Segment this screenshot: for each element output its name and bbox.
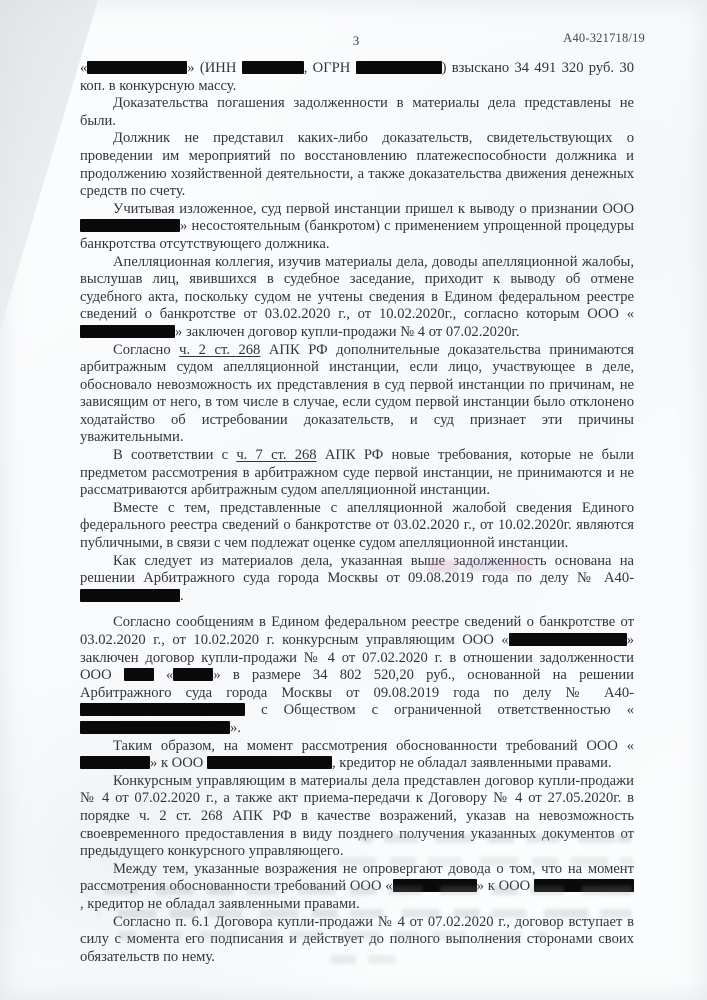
redaction-bar xyxy=(87,61,187,74)
statute-citation: ч. 2 ст. 268 xyxy=(179,341,261,358)
text-run: » в размере 34 802 520,20 руб., основанной на решении Арбитражного суда города Москвы от 09.08.2019 года по делу № А40- xyxy=(80,667,634,701)
paragraph xyxy=(80,614,634,737)
text-run: » к ООО xyxy=(476,878,534,895)
text-run: « xyxy=(80,60,88,76)
statute-citation: ч. 7 ст. 268 xyxy=(236,447,317,464)
redaction-bar xyxy=(242,61,304,74)
case-number: А40-321718/19 xyxy=(563,31,645,45)
bleedthrough-text xyxy=(330,955,396,964)
redaction-bar xyxy=(80,721,230,734)
redaction-bar xyxy=(80,325,175,338)
text-run: » (ИНН xyxy=(187,60,242,76)
paragraph xyxy=(80,553,634,606)
text-run: , ОГРН xyxy=(303,60,356,76)
bleedthrough-text xyxy=(96,886,636,895)
text-run: Учитывая изложенное, суд первой инстанции пришел к выводу о признании ООО xyxy=(113,200,634,217)
text-run: » заключен договор купли-продажи № 4 от 07.02.2020г. xyxy=(175,323,520,340)
bleedthrough-text xyxy=(360,834,632,843)
paragraph xyxy=(80,738,634,773)
redaction-bar xyxy=(80,589,180,602)
paragraph xyxy=(80,500,634,553)
paragraph xyxy=(80,60,634,95)
page-number: 3 xyxy=(352,33,360,48)
redaction-bar xyxy=(509,633,627,646)
text-run: АПК РФ новые требования, которые не были предметом рассмотрения в арбитражном суде первой инстанции, не принимаются и не рассматриваются арбитражным судом апелляционной инстанции. xyxy=(80,447,634,499)
text-run: « xyxy=(153,667,174,684)
text-run: Между тем, указанные возражения не опровергают довода о том, что на момент рассмотрения обоснованности требований ООО « xyxy=(80,860,634,895)
text-run: » несостоятельным (банкротом) с применением упрощенной процедуры банкротства отсутствующего должника. xyxy=(80,218,634,252)
text-run: с Обществом с ограниченной ответственностью « xyxy=(245,702,634,719)
redaction-bar xyxy=(124,668,154,681)
text-run: , кредитор не обладал заявленными правами. xyxy=(331,755,612,772)
bleedthrough-text xyxy=(98,909,632,918)
text-run: Согласно xyxy=(113,341,180,358)
redaction-bar xyxy=(356,61,442,74)
text-run: Вместе с тем, представленные с апелляционной жалобой сведения Единого федерального реестра сведений о банкротстве от 03.02.2020 г., от 10.02.2020г. являются публичными, в связи с чем подлежат оценке судом апелляционной инстанции. xyxy=(80,499,634,552)
text-run: , кредитор не обладал заявленными правами. xyxy=(80,895,360,912)
paragraph xyxy=(80,447,634,500)
redaction-bar xyxy=(207,756,332,769)
text-run: » к ООО xyxy=(150,755,207,772)
text-run: . xyxy=(180,587,184,604)
paragraph xyxy=(80,201,634,254)
redaction-bar xyxy=(80,756,150,769)
text-run: Апелляционная коллегия, изучив материалы дела, доводы апелляционной жалобы, выслушав лиц, явившихся в судебное заседание, приходит к выводу об отмене судебного акта, поскольку судом не учтены сведения в Едином федеральном реестре сведений о банкротстве от 03.02.2020 г., от 10.02.2020г., согласно которым ООО « xyxy=(80,253,634,323)
text-run: В соответствии с xyxy=(113,447,237,464)
page-header xyxy=(0,0,707,60)
bleedthrough-text xyxy=(428,560,532,572)
text-run: ) взыскано 34 491 320 руб. 30 коп. в конкурсную массу. xyxy=(80,60,634,94)
text-run: ». xyxy=(230,719,241,736)
paragraph xyxy=(80,773,634,861)
paragraph xyxy=(80,342,634,448)
paragraph xyxy=(80,130,634,200)
text-run: Согласно п. 6.1 Договора купли-продажи № 4 от 07.02.2020 г., договор вступает в силу с момента его подписания и действует до полного выполнения сторонами своих обязательств по нему. xyxy=(80,913,634,965)
text-run: Доказательства погашения задолженности в материалы дела представлены не были. xyxy=(80,95,634,129)
text-run: АПК РФ дополнительные доказательства принимаются арбитражным судом апелляционной инстанции, если лицо, участвующее в деле, обосновало невозможность их представления в суд первой инстанции по причинам, не зависящим от него, в том числе в случае, если судом первой инстанции было отклонено ходатайство об истребовании доказательств, и суд признает эти причины уважительными. xyxy=(80,341,634,446)
text-run: » заключен договор купли-продажи № 4 от 07.02.2020 г. в отношении задолженности ООО xyxy=(80,632,634,684)
text-run: Как следует из материалов дела, указанная выше задолженность основана на решении Арбитражного суда города Москвы от 09.08.2019 года по делу № А40- xyxy=(80,552,634,587)
paragraph xyxy=(80,254,634,342)
text-run: Конкурсным управляющим в материалы дела представлен договор купли-продажи № 4 от 07.02.2020 г., а также акт приема-передачи к Договору № 4 от 27.05.2020г. в порядке ч. 2 ст. 268 АПК РФ в качестве возражений, указав на невозможность своевременного предоставления в виду позднего получения указанных документов от предыдущего конкурсного управляющего. xyxy=(80,772,634,860)
bleedthrough-text xyxy=(300,857,634,866)
text-run: Таким образом, на момент рассмотрения обоснованности требований ООО « xyxy=(113,737,634,754)
document-body xyxy=(80,60,634,966)
redaction-bar xyxy=(173,668,213,681)
redaction-bar xyxy=(80,703,245,716)
paragraph xyxy=(80,95,634,130)
bleedthrough-text xyxy=(118,931,548,940)
redaction-bar xyxy=(80,219,180,232)
text-run: Должник не представил каких-либо доказательств, свидетельствующих о проведении им мероприятий по восстановлению платежеспособности должника и продолжению хозяйственной деятельности, а также доказательства движения денежных средств по счету. xyxy=(80,130,634,200)
text-run: Согласно сообщениям в Едином федеральном реестре сведений о банкротстве от 03.02.2020 г., от 10.02.2020 г. конкурсным управляющим ООО « xyxy=(80,614,634,648)
